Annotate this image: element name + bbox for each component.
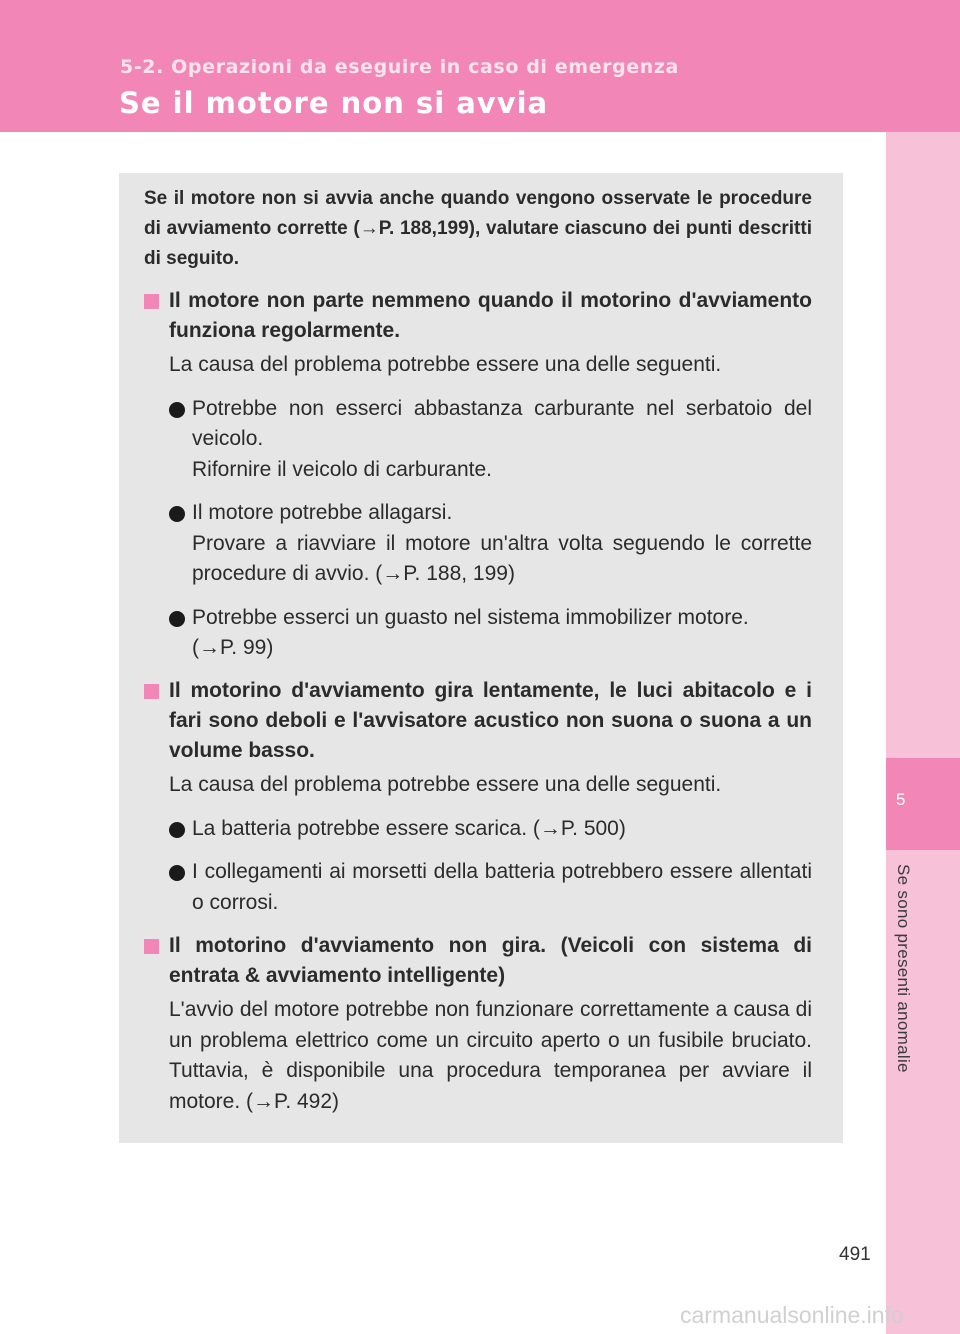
list-item: Il motore potrebbe allagarsi. Provare a riavviare il motore un'altra volta seguendo le corrette procedure di avvio. (→P. 188, 199) <box>169 498 812 590</box>
square-bullet-icon <box>144 294 159 309</box>
page-number: 491 <box>839 1244 871 1265</box>
chapter-number: 5 <box>896 790 906 809</box>
page-title: Se il motore non si avvia <box>119 86 549 120</box>
list-item: La batteria potrebbe essere scarica. (→P. 500) <box>169 814 812 845</box>
section-heading: Il motore non parte nemmeno quando il motorino d'avviamento funziona regolarmente. <box>144 286 812 346</box>
side-strip <box>886 132 960 1334</box>
bullet-dot-icon <box>169 822 185 838</box>
watermark: carmanualsonline.info <box>680 1302 904 1328</box>
bullet-dot-icon <box>169 611 185 627</box>
square-bullet-icon <box>144 939 159 954</box>
cause-text: La causa del problema potrebbe essere una delle seguenti. <box>169 353 722 376</box>
section-label: 5-2. Operazioni da eseguire in caso di emergenza <box>120 56 679 78</box>
body-text: L'avvio del motore potrebbe non funzionare correttamente a causa di un problema elettrico come un circuito aperto o un fusibile bruciato. Tuttavia, è disponibile una procedura temporanea per avviare il motore. (→P. 492) <box>169 998 812 1113</box>
list-item: Potrebbe esserci un guasto nel sistema immobilizer motore. (→P. 99) <box>169 603 812 664</box>
chapter-label: Se sono presenti anomalie <box>894 864 913 1073</box>
section-heading: Il motorino d'avviamento gira lentamente, le luci abitacolo e i fari sono deboli e l'avvisatore acustico non suona o suona a un volume basso. <box>144 676 812 766</box>
list-item: Potrebbe non esserci abbastanza carburante nel serbatoio del veicolo. Rifornire il veicolo di carburante. <box>169 394 812 486</box>
bullet-dot-icon <box>169 506 185 522</box>
section-2 <box>144 676 812 918</box>
section-3 <box>144 931 812 1117</box>
section-heading: Il motorino d'avviamento non gira. (Veicoli con sistema di entrata & avviamento intelligente) <box>144 931 812 991</box>
cause-text: La causa del problema potrebbe essere una delle seguenti. <box>169 773 722 796</box>
bullet-dot-icon <box>169 402 185 418</box>
intro-text: Se il motore non si avvia anche quando vengono osservate le procedure di avviamento corrette (→P. 188,199), valutare ciascuno dei punti descritti di seguito. <box>144 188 812 269</box>
bullet-dot-icon <box>169 865 185 881</box>
square-bullet-icon <box>144 684 159 699</box>
list-item: I collegamenti ai morsetti della batteria potrebbero essere allentati o corrosi. <box>169 857 812 918</box>
section-1 <box>144 286 812 664</box>
